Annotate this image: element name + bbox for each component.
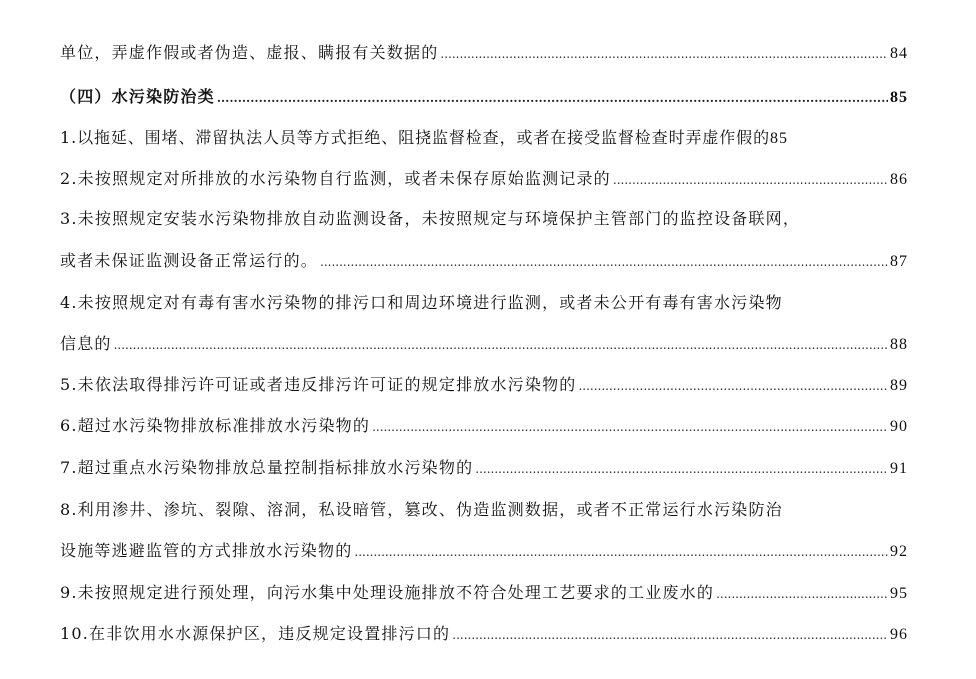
toc-leader-dots	[613, 167, 888, 193]
toc-leader-dots	[475, 456, 888, 482]
toc-page-number: 89	[890, 377, 908, 394]
toc-entry[interactable]	[60, 621, 908, 647]
toc-page-number: 84	[890, 45, 908, 62]
toc-entry[interactable]	[60, 331, 908, 357]
toc-page-number: 87	[890, 253, 908, 270]
toc-entry-first-line[interactable]: 8.利用渗井、渗坑、裂隙、溶洞，私设暗管，篡改、伪造监测数据，或者不正常运行水污染防治	[60, 500, 783, 519]
toc-leader-dots	[354, 539, 888, 565]
toc-leader-dots	[114, 332, 888, 358]
toc-entry-text: 或者未保证监测设备正常运行的。	[60, 251, 319, 270]
toc-leader-dots	[217, 85, 888, 111]
toc-entry-text: 单位，弄虚作假或者伪造、虚报、瞒报有关数据的	[60, 43, 439, 62]
toc-entry[interactable]	[60, 538, 908, 564]
toc-entry-text: 2.未按照规定对所排放的水污染物自行监测，或者未保存原始监测记录的	[60, 169, 611, 188]
toc-page-number: 85	[890, 89, 908, 106]
toc-leader-dots	[716, 581, 888, 607]
toc-page-number: 90	[890, 418, 908, 435]
toc-page-number: 96	[890, 626, 908, 643]
toc-entry-first-line[interactable]: 4.未按照规定对有毒有害水污染物的排污口和周边环境进行监测，或者未公开有毒有害水污染物	[60, 293, 783, 312]
toc-entry-text: 6.超过水污染物排放标准排放水污染物的	[60, 416, 371, 435]
toc-entry[interactable]	[60, 372, 908, 398]
toc-entry-text: （四）水污染防治类	[60, 87, 215, 106]
toc-entry[interactable]	[60, 413, 908, 439]
toc-page-number: 86	[890, 171, 908, 188]
toc-entry[interactable]	[60, 455, 908, 481]
toc-entry-text: 5.未依法取得排污许可证或者违反排污许可证的规定排放水污染物的	[60, 375, 577, 394]
toc-entry-text: 9.未按照规定进行预处理，向污水集中处理设施排放不符合处理工艺要求的工业废水的	[60, 583, 715, 602]
toc-page-number: 88	[890, 336, 908, 353]
toc-leader-dots	[320, 249, 888, 275]
toc-page-number: 85	[769, 130, 788, 147]
toc-entry-text: 信息的	[60, 334, 112, 353]
toc-entry-text: 7.超过重点水污染物排放总量控制指标排放水污染物的	[60, 458, 474, 477]
toc-entry-text: 1.以拖延、围堵、滞留执法人员等方式拒绝、阻挠监督检查，或者在接受监督检查时弄虚作假的	[60, 128, 770, 147]
toc-leader-dots	[578, 373, 888, 399]
toc-entry[interactable]	[60, 248, 908, 274]
toc-leader-dots	[452, 622, 888, 648]
toc-entry-first-line[interactable]: 3.未按照规定安装水污染物排放自动监测设备，未按照规定与环境保护主管部门的监控设备联网，	[60, 209, 801, 228]
toc-entry-text: 设施等逃避监管的方式排放水污染物的	[60, 541, 353, 560]
toc-entry[interactable]	[60, 166, 908, 192]
toc-entry[interactable]	[60, 40, 908, 66]
toc-page-number: 92	[890, 543, 908, 560]
toc-page-number: 91	[890, 460, 908, 477]
toc-leader-dots	[372, 414, 888, 440]
toc-leader-dots	[440, 41, 888, 67]
toc-section-heading[interactable]	[60, 84, 908, 110]
toc-page-number: 95	[890, 585, 908, 602]
toc-entry-text: 10.在非饮用水水源保护区，违反规定设置排污口的	[60, 624, 451, 643]
toc-entry[interactable]	[60, 125, 908, 151]
toc-entry[interactable]	[60, 580, 908, 606]
